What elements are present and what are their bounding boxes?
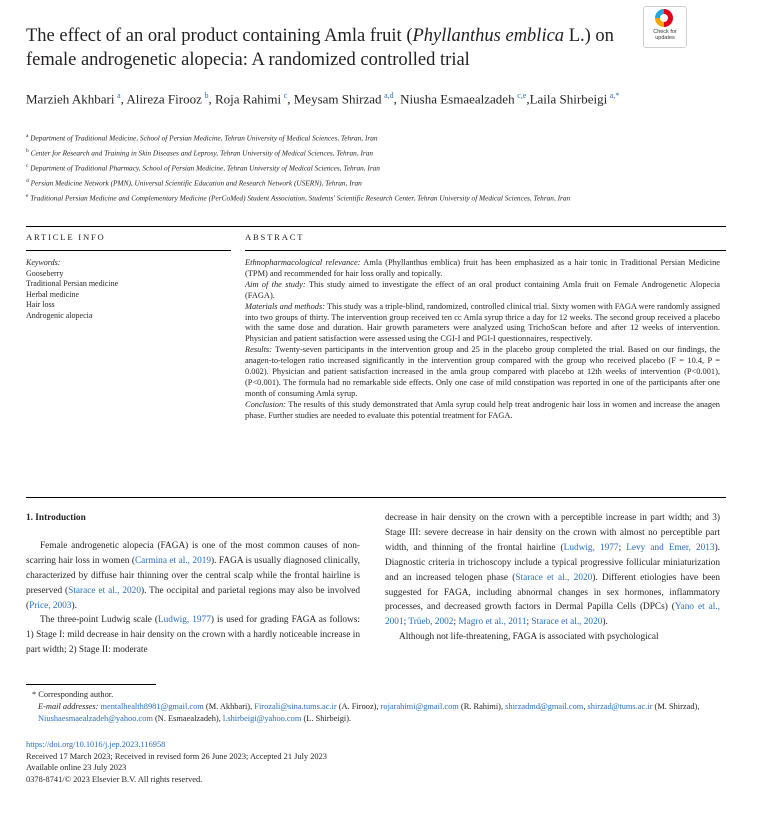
- affiliation-marker: e: [26, 193, 29, 200]
- abstract-label: Results:: [245, 345, 272, 355]
- text-run: Although not life-threatening, FAGA is associated with psychological: [399, 632, 659, 643]
- citation-link[interactable]: Trüeb, 2002: [408, 617, 454, 628]
- affiliation: [26, 190, 626, 205]
- keyword: Gooseberry: [26, 268, 64, 278]
- paragraph: [26, 539, 360, 614]
- citation-link[interactable]: Magro et al., 2011: [458, 617, 527, 628]
- email-owner: (M. Shirzad): [654, 702, 698, 712]
- email-link[interactable]: l.shirbeigi@yahoo.com: [222, 714, 302, 724]
- email-link[interactable]: Niushaesmaealzadeh@yahoo.com: [38, 714, 153, 724]
- paragraph: [385, 511, 720, 630]
- email-link[interactable]: shirzadmd@gmail.com: [505, 702, 584, 712]
- abstract-label: Ethnopharmacological relevance:: [245, 258, 361, 267]
- text-run: The three-point Ludwig scale (: [40, 615, 158, 626]
- text-run: ). Different etiologies have been suggested for FAGA, including abnormal changes in sex hormones, inflammatory processes, and decreased growth factors in Dermal Papilla Cells (DPCs) (: [385, 572, 720, 613]
- article-title: The effect of an oral product containing Amla fruit (Phyllanthus emblica L.) on female androgenetic alopecia: A randomized controlled trial: [26, 26, 614, 70]
- citation-link[interactable]: Carmina et al., 2019: [134, 555, 212, 566]
- keyword: Traditional Persian medicine: [26, 279, 119, 289]
- abstract-text: Amla (Phyllanthus emblica) fruit has been emphasized as a hair tonic in Traditional Persian Medicine (TPM) and recommended for hair loss orally and topically.: [245, 258, 720, 278]
- doi-link[interactable]: https://doi.org/10.1016/j.jep.2023.116958: [26, 740, 166, 749]
- citation-link[interactable]: Price, 2003: [29, 600, 72, 611]
- article-info-heading: ARTICLE INFO: [26, 232, 106, 242]
- affiliation-marker[interactable]: a,*: [609, 91, 620, 100]
- text-run: decrease in hair density on the crown with a perceptible increase in part width; and 3) Stage III: severe decrease in hair density on the crown with almost no perceptible part width, and thinning of the frontal hairline (: [385, 513, 720, 553]
- divider: [26, 250, 231, 251]
- text-run: ;: [453, 617, 459, 628]
- text-run: ;: [526, 617, 532, 628]
- intro-left-column: [26, 511, 360, 658]
- abstract-label: Materials and methods:: [245, 301, 326, 311]
- citation-link[interactable]: Ludwig, 1977: [563, 542, 619, 553]
- article-metadata: https://doi.org/10.1016/j.jep.2023.116958 Received 17 March 2023; Received in revised form 26 June 2023; Accepted 21 July 2023 Available online 23 July 2023 0378-8741/© 2023 Elsevier B.V. All rights reserved.: [26, 740, 327, 784]
- keyword: Androgenic alopecia: [26, 310, 93, 320]
- affiliation-marker: b: [26, 148, 29, 155]
- divider: [26, 497, 726, 498]
- abstract-text: This study aimed to investigate the effect of an oral product containing Amla fruit on Female Androgenetic Alopecia (FAGA).: [245, 279, 720, 300]
- text-run: ;: [618, 542, 627, 553]
- author-list: Marzieh Akhbari $^a$, Alireza Firooz $^b$, Roja Rahimi $^c$, Meysam Shirzad $^{a,d}$, Niusha Esmaealzadeh $^{c,e}$,Laila Shirbeigi $^{a,*}$: [26, 91, 620, 107]
- affiliations: [26, 130, 626, 205]
- citation-link[interactable]: Starace et al., 2020: [531, 617, 603, 628]
- affiliation-text: Center for Research and Training in Skin Diseases and Leprosy, Tehran University of Medical Sciences, Tehran, Iran: [30, 148, 374, 158]
- abstract-section: [245, 345, 720, 400]
- affiliation-marker: c: [26, 163, 29, 170]
- abstract-text: Twenty-seven participants in the intervention group and 25 in the placebo group completed the trial. Based on our findings, the anagen-to-telogen ratio increased significantly in the intervention group compared with the group who received placebo (F = 10.4, P = 0.002). Physician and patient satisfaction increased in the amla group compared with placebo at 12th weeks of intervention (P<0.001), (P<0.001). The formula had no remarkable side effects. Only one case of mild constipation was reported in one of the participants after one month of consuming Amla syrup.: [245, 345, 720, 398]
- affiliation: [26, 130, 626, 145]
- affiliation-text: Department of Traditional Medicine, School of Persian Medicine, Tehran University of Medical Sciences, Tehran, Iran: [30, 133, 378, 143]
- affiliation-marker: d: [26, 178, 29, 185]
- citation-link[interactable]: Levy and Emer, 2013: [626, 542, 715, 553]
- divider: [26, 226, 726, 227]
- text-run: ;: [403, 617, 409, 628]
- author-name[interactable]: Niusha Esmaealzadeh: [400, 91, 515, 107]
- affiliation-marker[interactable]: c,e: [517, 91, 527, 100]
- affiliation-text: Department of Traditional Pharmacy, School of Persian Medicine, Tehran University of Medical Sciences, Tehran, Iran: [30, 163, 380, 173]
- paragraph: [26, 613, 360, 658]
- text-run: ) is used for grading FAGA as follows: 1) Stage I: mild decrease in hair density on the crown with a hardly noticeable increase in part width; 2) Stage II: moderate: [26, 615, 360, 656]
- citation-link[interactable]: Yano et al., 2001: [385, 602, 720, 628]
- abstract-text: This study was a triple-blind, randomized, controlled clinical trial. Sixty women with FAGA were randomly assigned into two groups of thirty. The intervention group received ten cc Amla syrup thrice a day for 12 weeks. The second group received a placebo with the same dose and duration. Hair growth parameters were analyzed using TrichoScan before and after 12 weeks of intervention. Physician and patient satisfaction were assessed using the CGI-I and PGI-I questionnaires, respectively.: [245, 301, 720, 344]
- affiliation-marker: a: [26, 133, 29, 139]
- abstract-section: [245, 302, 720, 346]
- abstract-section: [245, 280, 720, 302]
- paragraph: [385, 630, 720, 645]
- affiliation-marker[interactable]: a,d: [384, 91, 394, 100]
- affiliation-marker[interactable]: c: [283, 91, 288, 100]
- email-owner: (R. Rahimi): [460, 702, 501, 712]
- intro-right-column: [385, 511, 720, 645]
- section-heading: 1. Introduction: [26, 513, 86, 523]
- abstract-text: The results of this study demonstrated that Amla syrup could help treat androgenic hair loss in women and increase the anagen phase. Further studies are needed to evaluate this potential treatment for FAGA.: [245, 399, 720, 420]
- keyword: Hair loss: [26, 300, 55, 310]
- email-link[interactable]: mentalhealth8981@gmail.com: [100, 702, 204, 712]
- affiliation: [26, 175, 626, 190]
- affiliation-text: Traditional Persian Medicine and Complementary Medicine (PerCoMed) Student Association, Students' Scientific Research Center, Tehran University of Medical Sciences, Tehran, Iran: [30, 193, 571, 203]
- email-link[interactable]: rojarahimi@gmail.com: [380, 702, 459, 712]
- citation-link[interactable]: Ludwig, 1977: [157, 615, 211, 626]
- email-owner: (A. Firooz): [338, 702, 377, 712]
- email-label: E-mail addresses:: [38, 702, 99, 712]
- author-name[interactable]: Laila Shirbeigi: [529, 91, 608, 107]
- text-run: ).: [71, 600, 77, 611]
- affiliation-marker[interactable]: b: [204, 91, 209, 100]
- footnote-rule: [26, 684, 156, 685]
- author-name[interactable]: Roja Rahimi: [214, 91, 282, 107]
- abstract-section: [245, 400, 720, 422]
- text-run: Female androgenetic alopecia (FAGA) is one of the most common causes of non-scarring hair loss in women (: [26, 540, 360, 566]
- email-owner: (M. Akhbari): [205, 702, 251, 712]
- citation-link[interactable]: Starace et al., 2020: [68, 585, 141, 596]
- email-owner: (N. Esmaealzadeh): [155, 714, 219, 724]
- abstract-heading: ABSTRACT: [245, 232, 305, 242]
- abstract-label: Conclusion:: [245, 399, 286, 409]
- abstract-label: Aim of the study:: [245, 279, 306, 289]
- text-run: ). The occipital and parietal regions may also be involved (: [26, 585, 361, 611]
- author-name[interactable]: Marzieh Akhbari: [26, 91, 115, 107]
- affiliation-marker[interactable]: a: [117, 91, 121, 100]
- email-link[interactable]: Firozali@sina.tums.ac.ir: [254, 702, 337, 712]
- keyword: Herbal medicine: [26, 289, 80, 299]
- affiliation: [26, 145, 626, 160]
- author-name[interactable]: Meysam Shirzad: [293, 91, 382, 107]
- text-run: ).: [602, 617, 608, 628]
- footnotes: * Corresponding author. E-mail addresses: mentalhealth8981@gmail.com (M. Akhbari), Firozali@sina.tums.ac.ir (A. Firooz), rojarahimi@gmail.com (R. Rahimi), shirzadmd@gmail.com, shirzad@tums.ac.ir (M. Shirzad), Niushaesmaealzadeh@yahoo.com (N. Esmaealzadeh), l.shirbeigi@yahoo.com (L. Shirbeigi).: [32, 690, 700, 724]
- citation-link[interactable]: Starace et al., 2020: [515, 572, 593, 583]
- text-run: ). Diagnostic criteria in trichoscopy include a typical progressive follicular miniaturization and an increased telogen phase (: [385, 542, 720, 583]
- crossmark-icon: [655, 9, 673, 27]
- check-for-updates-badge[interactable]: Check for updates: [643, 6, 687, 48]
- text-run: ). FAGA is usually diagnosed clinically, characterized by diffuse hair thinning over the central scalp while the frontal hairline is preserved (: [26, 555, 360, 596]
- email-link[interactable]: shirzad@tums.ac.ir: [587, 702, 653, 712]
- keywords: Keywords: Gooseberry Traditional Persian medicine Herbal medicine Hair loss Androgenic alopecia: [26, 258, 226, 322]
- email-owner: (L. Shirbeigi).: [303, 714, 352, 724]
- divider: [245, 250, 726, 251]
- affiliation-text: Persian Medicine Network (PMN), Universal Scientific Education and Research Network (USERN), Tehran, Iran: [30, 178, 362, 188]
- abstract-body: [245, 258, 720, 422]
- affiliation: [26, 160, 626, 175]
- author-name[interactable]: Alireza Firooz: [126, 91, 202, 107]
- abstract-section: [245, 258, 720, 280]
